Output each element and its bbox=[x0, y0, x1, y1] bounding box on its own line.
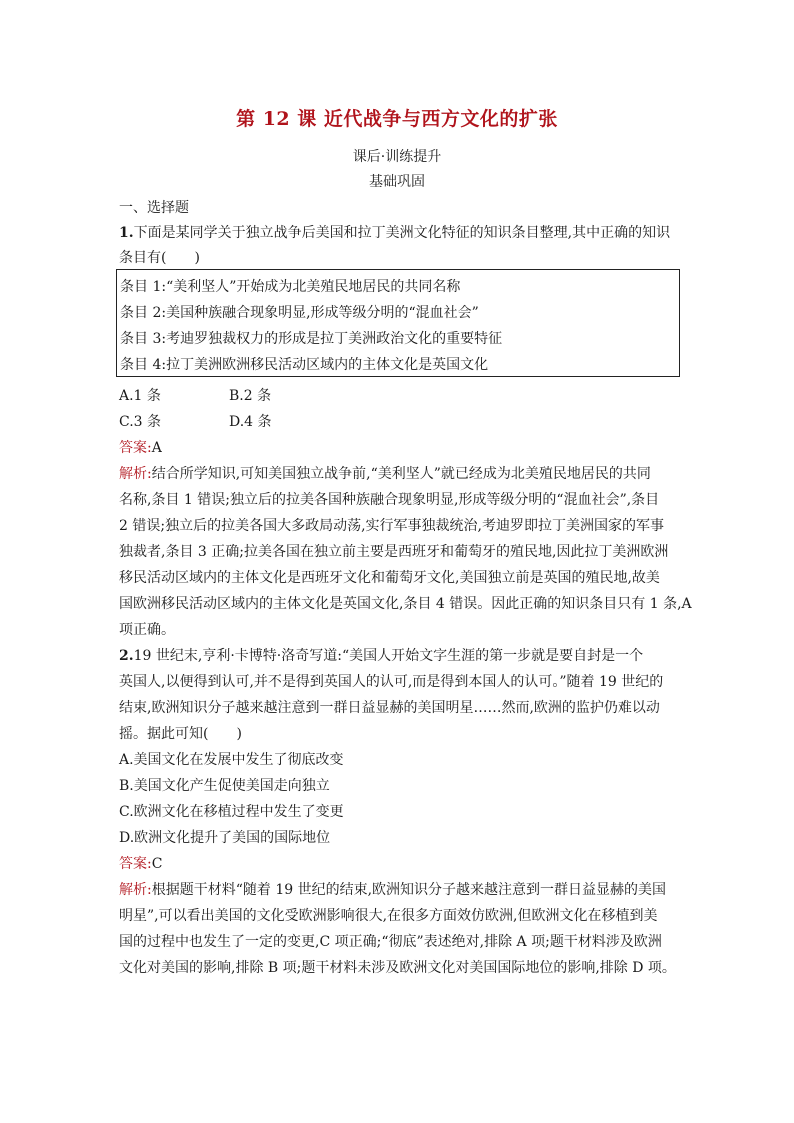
q2-analysis-line-1: 解析:根据题干材料“随着 19 世纪的结束,欧洲知识分子越来越注意到一群日益显赫的美国 bbox=[119, 882, 667, 898]
q2-option-d: D.欧洲文化提升了美国的国际地位 bbox=[119, 830, 331, 846]
q1-analysis-line-5: 移民活动区域内的主体文化是西班牙文化和葡萄牙文化,美国独立前是英国的殖民地,故美 bbox=[119, 570, 660, 586]
q2-option-c: C.欧洲文化在移植过程中发生了变更 bbox=[119, 804, 344, 820]
q2-option-b: B.美国文化产生促使美国走向独立 bbox=[119, 778, 330, 794]
q1-item-4: 条目 4:拉丁美洲欧洲移民活动区域内的主体文化是英国文化 bbox=[120, 357, 489, 373]
q1-analysis-line-1: 解析:结合所学知识,可知美国独立战争前,“美利坚人”就已经成为北美殖民地居民的共同 bbox=[119, 466, 651, 482]
q2-analysis-line-2: 明星”,可以看出美国的文化受欧洲影响很大,在很多方面效仿欧洲,但欧洲文化在移植到美 bbox=[119, 908, 658, 924]
q1-analysis-line-6: 国欧洲移民活动区域内的主体文化是英国文化,条目 4 错误。因此正确的知识条目只有 1 条,A bbox=[119, 596, 692, 612]
q2-option-a: A.美国文化在发展中发生了彻底改变 bbox=[119, 752, 344, 768]
q2-stem-line-1: 2.19 世纪末,亨利·卡博特·洛奇写道:“美国人开始文字生涯的第一步就是要自封是一个 bbox=[119, 648, 644, 664]
subtitle-after-class: 课后·训练提升 bbox=[352, 149, 442, 165]
q1-analysis-line-7: 项正确。 bbox=[119, 622, 175, 638]
q2-answer: 答案:C bbox=[119, 856, 163, 872]
q1-items-box bbox=[116, 269, 680, 377]
q1-option-a: A.1 条 bbox=[119, 388, 161, 404]
q2-number: 2. bbox=[119, 648, 134, 664]
q1-number: 1. bbox=[119, 225, 134, 241]
q1-option-d: D.4 条 bbox=[229, 414, 272, 430]
q2-analysis-line-3: 国的过程中也发生了一定的变更,C 项正确;“彻底”表述绝对,排除 A 项;题干材料涉及欧洲 bbox=[119, 934, 662, 950]
section-heading: 一、选择题 bbox=[119, 200, 189, 216]
q2-stem-line-2: 英国人,以便得到认可,并不是得到英国人的认可,而是得到本国人的认可。”随着 19 世纪的 bbox=[119, 674, 664, 690]
q1-stem-line-1: 1.下面是某同学关于独立战争后美国和拉丁美洲文化特征的知识条目整理,其中正确的知识 bbox=[119, 225, 671, 241]
q1-item-2: 条目 2:美国种族融合现象明显,形成等级分明的“混血社会” bbox=[120, 305, 479, 321]
q2-stem-line-4: 摇。据此可知( ) bbox=[119, 726, 242, 742]
lesson-title: 第 12 课 近代战争与西方文化的扩张 bbox=[236, 108, 558, 130]
q1-analysis-line-3: 2 错误;独立后的拉美各国大多政局动荡,实行军事独裁统治,考迪罗即拉丁美洲国家的军事 bbox=[119, 518, 664, 534]
q1-analysis-line-4: 独裁者,条目 3 正确;拉美各国在独立前主要是西班牙和葡萄牙的殖民地,因此拉丁美洲欧洲 bbox=[119, 544, 669, 560]
q1-item-3: 条目 3:考迪罗独裁权力的形成是拉丁美洲政治文化的重要特征 bbox=[120, 331, 503, 347]
q1-option-c: C.3 条 bbox=[119, 414, 162, 430]
q1-stem-line-2: 条目有( ) bbox=[119, 250, 200, 266]
q1-item-1: 条目 1:“美利坚人”开始成为北美殖民地居民的共同名称 bbox=[120, 279, 461, 295]
subtitle-basic: 基础巩固 bbox=[369, 174, 425, 190]
q1-option-b: B.2 条 bbox=[229, 388, 272, 404]
q1-analysis-line-2: 名称,条目 1 错误;独立后的拉美各国种族融合现象明显,形成等级分明的“混血社会”,条目 bbox=[119, 492, 660, 508]
q2-analysis-line-4: 文化对美国的影响,排除 B 项;题干材料未涉及欧洲文化对美国国际地位的影响,排除 D 项。 bbox=[119, 960, 676, 976]
q2-stem-line-3: 结束,欧洲知识分子越来越注意到一群日益显赫的美国明星……然而,欧洲的监护仍难以动 bbox=[119, 700, 660, 716]
q1-answer: 答案:A bbox=[119, 440, 162, 456]
